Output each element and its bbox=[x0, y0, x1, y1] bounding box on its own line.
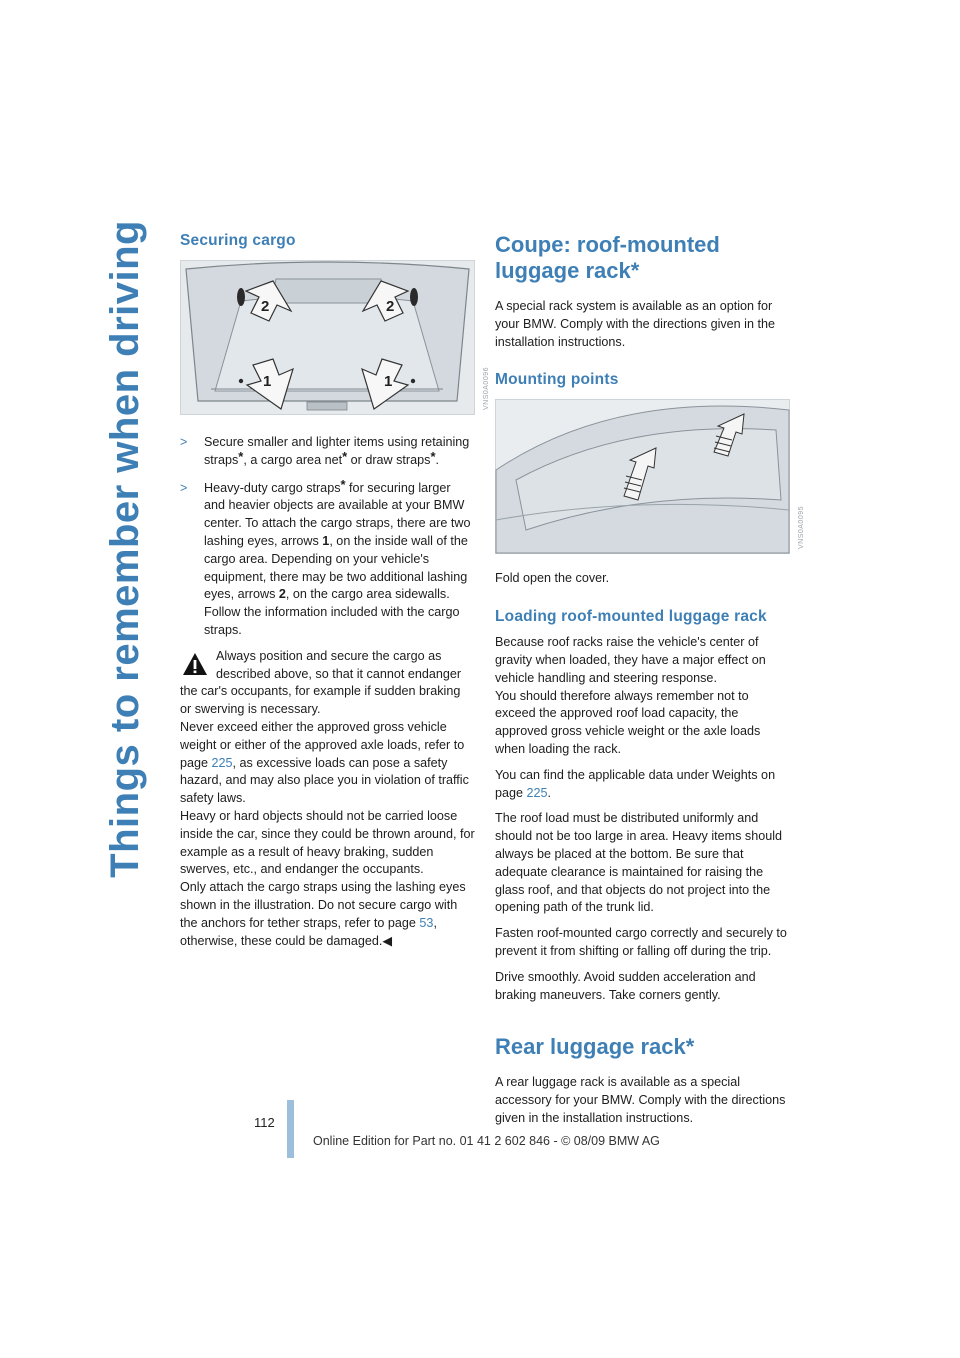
option-star: * bbox=[342, 448, 348, 464]
trunk-drawing bbox=[181, 261, 474, 414]
paragraph: Drive smoothly. Avoid sudden acceleration and braking maneuvers. Take corners gently. bbox=[495, 969, 756, 1002]
end-of-warning-marker: ◀ bbox=[382, 933, 393, 948]
footer-edition-note: Online Edition for Part no. 01 41 2 602 846 - © 08/09 BMW AG bbox=[313, 1134, 660, 1148]
label-arrow-1-left: 1 bbox=[263, 373, 272, 390]
label-arrow-2-left: 2 bbox=[261, 298, 270, 315]
option-star: * bbox=[430, 448, 436, 464]
list-item: > Heavy-duty cargo straps* for securing larger and heavier objects are available at your BMW center. To attach the cargo straps, there are two lashing eyes, arrows 1, on the inside wall of the cargo area. Depending on your vehicle's equipment, there may be two additional lashing eyes, arrows 2, on the cargo area sidewalls. Follow the information included with the cargo straps. bbox=[180, 476, 471, 637]
paragraph: A rear luggage rack is available as a special accessory for your BMW. Comply with the directions given in the installation instructions. bbox=[495, 1075, 786, 1125]
paragraph: You should therefore always remember not to exceed the approved roof load capacity, the approved gross vehicle weight or the axle loads when loading the rack. bbox=[495, 688, 761, 756]
paragraph: A special rack system is available as an option for your BMW. Comply with the directions given in the installation instructions. bbox=[495, 299, 775, 349]
bullet-marker: > bbox=[180, 480, 188, 495]
bullet-marker: > bbox=[180, 435, 188, 449]
roof-mounting-illustration bbox=[495, 399, 805, 554]
section-heading-rear-rack: Rear luggage rack* bbox=[495, 1034, 695, 1060]
figure-code: VNS0A0095 bbox=[798, 506, 805, 550]
page-link-225[interactable]: 225 bbox=[526, 785, 548, 800]
warning-first-line: Always position and secure the cargo as bbox=[216, 648, 442, 663]
warning-triangle-icon bbox=[182, 652, 208, 676]
warning-block bbox=[180, 648, 475, 951]
section-heading-roof-rack: Coupe: roof-mounted luggage rack* bbox=[495, 232, 720, 283]
list-item: > Secure smaller and lighter items using retaining straps*, a cargo area net* or draw straps*. bbox=[180, 435, 470, 467]
page-link-225[interactable]: 225 bbox=[211, 755, 233, 770]
paragraph: Because roof racks raise the vehicle's center of gravity when loaded, they have a major effect on vehicle handling and steering response. bbox=[495, 635, 766, 685]
subheading-mounting-points: Mounting points bbox=[495, 371, 619, 389]
label-arrow-2-right: 2 bbox=[386, 298, 395, 315]
warning-paragraph: Only attach the cargo straps using the lashing eyes shown in the illustration. Do not secure cargo with the anchors for tether straps, refer to page 53, otherwise, these could be damaged.◀ bbox=[180, 880, 466, 948]
page-number: 112 bbox=[254, 1115, 275, 1130]
roof-drawing bbox=[496, 400, 789, 553]
chapter-side-title: Things to remember when driving bbox=[103, 220, 147, 878]
paragraph: You can find the applicable data under Weights on page 225. bbox=[495, 767, 776, 800]
warning-paragraph: Heavy or hard objects should not be carried loose inside the car, since they could be thrown around, for example as a result of heavy braking, sudden swerves, etc., and endanger the occupants. bbox=[180, 808, 475, 877]
option-star: * bbox=[238, 448, 244, 464]
paragraph: Fold open the cover. bbox=[495, 571, 610, 586]
warning-paragraph: described above, so that it cannot endanger the car's occupants, for example if sudden braking or swerving is necessary. bbox=[180, 666, 462, 717]
section-heading-securing-cargo: Securing cargo bbox=[180, 232, 296, 249]
label-arrow-1-right: 1 bbox=[384, 373, 393, 390]
warning-paragraph: Never exceed either the approved gross vehicle weight or either of the approved axle loads, refer to page 225, as excessive loads can pose a safety hazard, and may also place you in violation of traffic safety laws. bbox=[180, 719, 469, 806]
subheading-loading-roof-rack: Loading roof-mounted luggage rack bbox=[495, 608, 767, 626]
option-star: * bbox=[340, 476, 346, 492]
right-column bbox=[495, 232, 805, 1128]
page-link-53[interactable]: 53 bbox=[419, 915, 434, 930]
figure-code: VNS0A0096 bbox=[483, 366, 490, 410]
cargo-area-illustration bbox=[180, 260, 490, 415]
paragraph: Fasten roof-mounted cargo correctly and securely to prevent it from shifting or falling off during the trip. bbox=[495, 926, 787, 958]
paragraph: The roof load must be distributed uniformly and should not be too large in area. Heavy items should always be placed at the bottom. Be sure that adequate clearance is maintained for raising the glass roof, and that objects do not project into the opening path of the trunk lid. bbox=[495, 811, 783, 915]
footer-accent-bar bbox=[287, 1100, 294, 1158]
left-column bbox=[180, 232, 490, 950]
